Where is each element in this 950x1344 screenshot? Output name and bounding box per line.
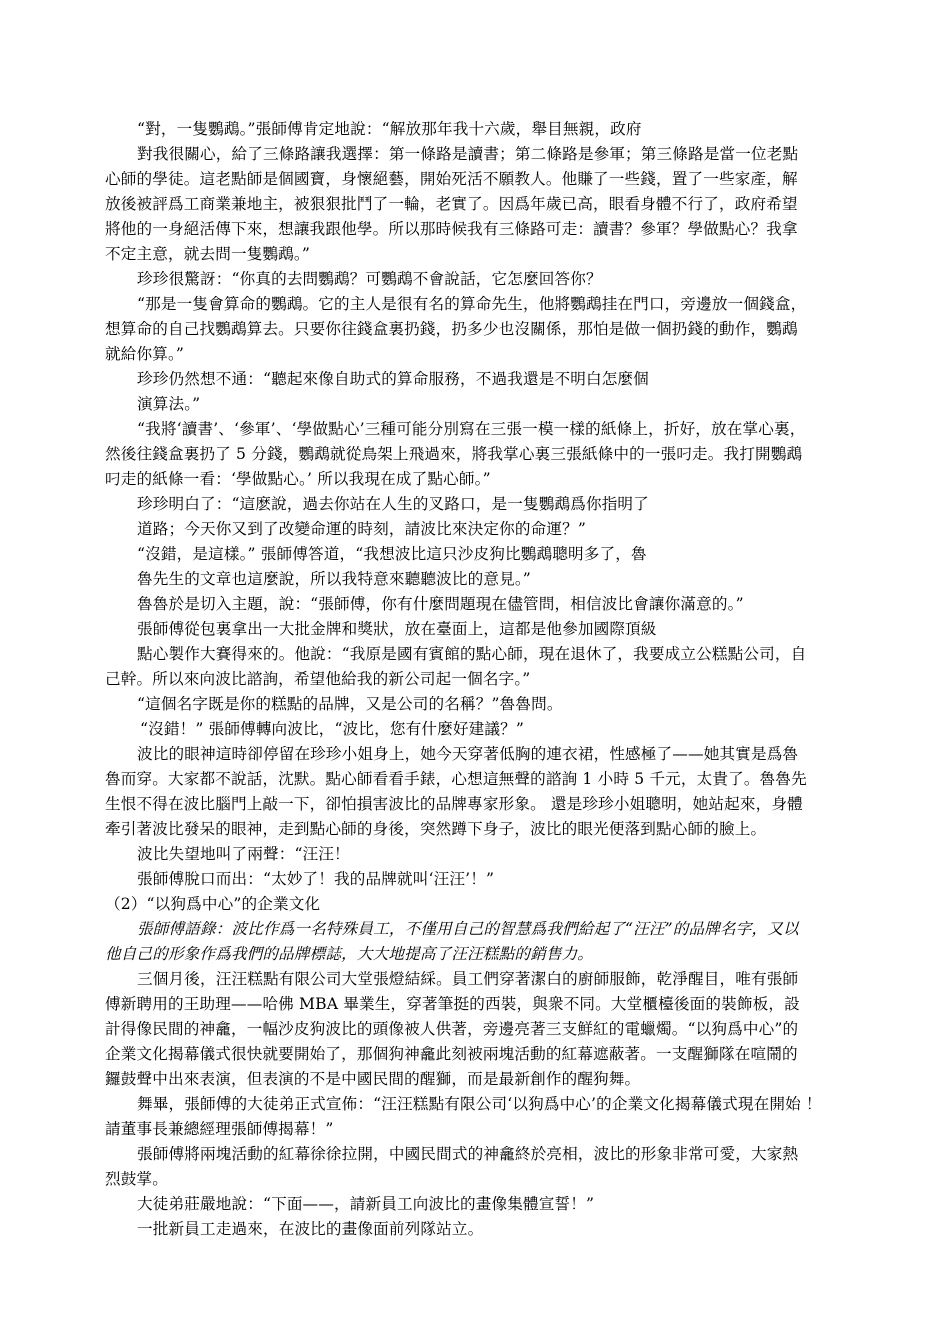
quotation-line: 他自己的形象作爲我們的品牌標誌，大大地提高了汪汪糕點的銷售力。 (105, 945, 594, 963)
paragraph-line: 波比失望地叫了兩聲：“汪汪！ (137, 845, 350, 863)
paragraph-line: “那是一隻會算命的鸚鵡。它的主人是很有名的算命先生，他將鸚鵡挂在門口，旁邊放一個錢盒， (137, 295, 807, 313)
paragraph-line: 道路；今天你又到了改變命運的時刻，請波比來決定你的命運？” (137, 520, 586, 538)
paragraph-line: 珍珍明白了：“這麽說，過去你站在人生的叉路口，是一隻鸚鵡爲你指明了 (137, 495, 649, 513)
paragraph-line: 烈鼓掌。 (105, 1170, 168, 1188)
paragraph-line: 演算法。” (137, 395, 201, 413)
paragraph-line: 一批新員工走過來，在波比的畫像面前列隊站立。 (137, 1220, 484, 1238)
paragraph-line: 請董事長兼總經理張師傅揭幕！” (105, 1120, 334, 1138)
quotation-line: 張師傅語錄：波比作爲一名特殊員工，不僅用自己的智慧爲我們給起了“汪汪”的品牌名字，又以 (137, 920, 799, 938)
paragraph-line: 對我很關心，給了三條路讓我選擇：第一條路是讀書；第二條路是參軍；第三條路是當一位老點 (137, 145, 799, 163)
paragraph-line: “我將‘讀書’、‘參軍’、‘學做點心’三種可能分別寫在三張一模一樣的紙條上，折好，放在掌心裏， (137, 420, 806, 438)
paragraph-line: 傅新聘用的王助理——哈佛 MBA 畢業生，穿著筆挺的西裝，與衆不同。大堂櫃檯後面的裝飾板，設 (105, 995, 800, 1013)
paragraph-line: 魯魯於是切入主題，說：“張師傅，你有什麼問題現在儘管問，相信波比會讓你滿意的。” (137, 595, 744, 613)
paragraph-line: 將他的一身絕活傳下來，想讓我跟他學。所以那時候我有三條路可走：讀書？參軍？學做點心？我拿 (105, 220, 798, 238)
paragraph-line: 然後往錢盒裏扔了 5 分錢，鸚鵡就從鳥架上飛過來，將我掌心裏三張紙條中的一張叼走。我打開鸚鵡 (105, 445, 803, 463)
paragraph-line: “這個名字既是你的糕點的品牌，又是公司的名稱？”魯魯問。 (137, 695, 563, 713)
paragraph-line: 點心製作大賽得來的。他說：“我原是國有賓館的點心師，現在退休了，我要成立公糕點公司，自 (137, 645, 807, 663)
paragraph-line: 波比的眼神這時卻停留在珍珍小姐身上，她今天穿著低胸的連衣裙，性感極了——她其實是爲魯 (137, 745, 799, 763)
paragraph-line: 不定主意，就去問一隻鸚鵡。” (105, 245, 310, 263)
paragraph-line: 放後被評爲工商業兼地主，被狠狠批鬥了一輪，老實了。因爲年歲已高，眼看身體不行了，政府希望 (105, 195, 798, 213)
paragraph-line: 張師傅將兩塊活動的紅幕徐徐拉開，中國民間式的神龕終於亮相，波比的形象非常可愛，大家熱 (137, 1145, 799, 1163)
section-heading: （2）“以狗爲中心”的企業文化 (105, 895, 321, 913)
paragraph-line: 張師傅脫口而出：“太妙了！我的品牌就叫‘汪汪’！” (137, 870, 495, 888)
paragraph-line: 心師的學徒。這老點師是個國寶，身懷絕藝，開始死活不願教人。他賺了一些錢，置了一些家產，解 (105, 170, 798, 188)
paragraph-line: 舞畢，張師傅的大徒弟正式宣佈：“汪汪糕點有限公司‘以狗爲中心’的企業文化揭幕儀式現在開始 ！ (137, 1095, 822, 1113)
paragraph-line: 企業文化揭幕儀式很快就要開始了，那個狗神龕此刻被兩塊活動的紅幕遮蔽著。一支醒獅隊在喧鬧的 (105, 1045, 798, 1063)
paragraph-line: “沒錯！” 張師傅轉向波比，“波比，您有什麼好建議？” (140, 720, 524, 738)
paragraph-line: 叼走的紙條一看：‘學做點心。’ 所以我現在成了點心師。” (105, 470, 491, 488)
paragraph-line: “沒錯，是這樣。” 張師傅答道，“我想波比這只沙皮狗比鸚鵡聰明多了，魯 (137, 545, 647, 563)
paragraph-line: 三個月後，汪汪糕點有限公司大堂張燈結綵。員工們穿著潔白的廚師服飾，乾淨醒目，唯有張師 (137, 970, 799, 988)
paragraph-line: 珍珍仍然想不通：“聽起來像自助式的算命服務，不過我還是不明白怎麼個 (137, 370, 649, 388)
paragraph-line: “對，一隻鸚鵡。”張師傅肯定地說：“解放那年我十六歲，舉目無親，政府 (137, 120, 642, 138)
paragraph-line: 珍珍很驚訝：“你真的去問鸚鵡？可鸚鵡不會說話，它怎麼回答你？ (137, 270, 602, 288)
paragraph-line: 就給你算。” (105, 345, 185, 363)
paragraph-line: 己幹。所以來向波比諮詢，希望他給我的新公司起一個名字。” (105, 670, 531, 688)
paragraph-line: 計得像民間的神龕，一幅沙皮狗波比的頭像被人供著，旁邊亮著三支鮮紅的電蠟燭。“以狗爲中心”的 (105, 1020, 799, 1038)
paragraph-line: 張師傅從包裏拿出一大批金牌和獎狀，放在臺面上，這都是他參加國際頂級 (137, 620, 657, 638)
paragraph-line: 鑼鼓聲中出來表演，但表演的不是中國民間的醒獅，而是最新創作的醒狗舞。 (105, 1070, 641, 1088)
paragraph-line: 大徒弟莊嚴地說：“下面——，請新員工向波比的畫像集體宣誓！” (137, 1195, 595, 1213)
paragraph-line: 魯先生的文章也這麼說，所以我特意來聽聽波比的意見。” (137, 570, 531, 588)
paragraph-line: 魯而穿。大家都不說話，沈默。點心師看看手錶，心想這無聲的諮詢 1 小時 5 千元，太貴了。魯魯先 (105, 770, 807, 788)
paragraph-line: 牽引著波比發呆的眼神，走到點心師的身後，突然蹲下身子，波比的眼光便落到點心師的臉上。 (105, 820, 767, 838)
paragraph-line: 想算命的自己找鸚鵡算去。只要你往錢盒裏扔錢，扔多少也沒關係，那怕是做一個扔錢的動作，鸚鵡 (105, 320, 798, 338)
paragraph-line: 生恨不得在波比腦門上敲一下，卻怕損害波比的品牌專家形象。 還是珍珍小姐聰明，她站起來，身體 (105, 795, 803, 813)
